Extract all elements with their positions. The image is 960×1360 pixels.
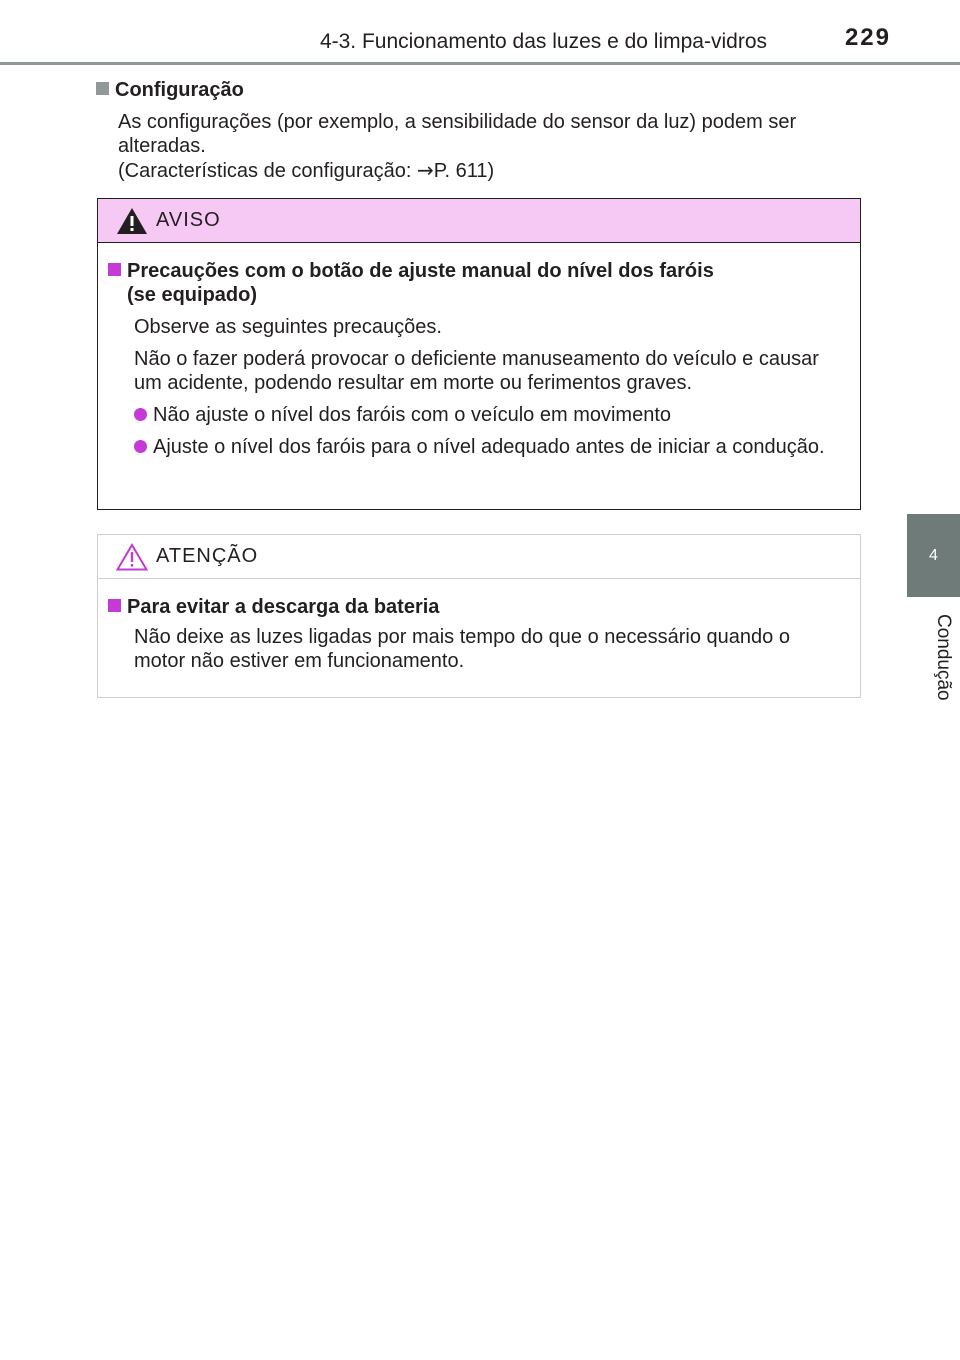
aviso-para2: Não o fazer poderá provocar o deficiente manuseamento do veículo e causar um acidente, podendo resultar em morte ou ferimentos graves. <box>134 348 819 394</box>
header-rule <box>0 62 960 65</box>
header-title: 4-3. Funcionamento das luzes e do limpa-vidros <box>319 30 767 53</box>
caution-triangle-icon <box>116 543 148 571</box>
square-bullet-icon <box>96 82 109 95</box>
configuracao-heading <box>96 78 876 102</box>
chapter-label: Condução <box>933 613 954 701</box>
configuracao-title: Configuração <box>115 79 244 101</box>
arrow-right-icon: → <box>417 158 434 182</box>
aviso-title <box>108 259 844 307</box>
aviso-bullet-text: Não ajuste o nível dos faróis com o veículo em movimento <box>153 404 672 426</box>
atencao-header <box>98 535 860 579</box>
square-bullet-icon <box>108 599 121 612</box>
aviso-bullet-text: Ajuste o nível dos faróis para o nível adequado antes de iniciar a condução. <box>153 436 825 458</box>
page-number: 229 <box>844 24 891 51</box>
atencao-label: ATENÇÃO <box>156 545 259 567</box>
square-bullet-icon <box>108 263 121 276</box>
xref-prefix: (Características de configuração: <box>118 160 418 182</box>
configuracao-xref <box>118 158 876 183</box>
aviso-title-line1: Precauções com o botão de ajuste manual do nível dos faróis <box>127 260 714 282</box>
aviso-label: AVISO <box>156 209 221 231</box>
aviso-box <box>97 198 861 510</box>
aviso-para1: Observe as seguintes precauções. <box>134 316 442 338</box>
atencao-title <box>108 595 844 619</box>
aviso-title-line2: (se equipado) <box>127 284 258 306</box>
configuracao-text: As configurações (por exemplo, a sensibilidade do sensor da luz) podem ser alteradas. <box>118 111 797 157</box>
aviso-header <box>98 199 860 243</box>
list-item <box>108 403 844 427</box>
list-item <box>108 435 844 459</box>
atencao-text: Não deixe as luzes ligadas por mais tempo do que o necessário quando o motor não estiver em funcionamento. <box>134 626 790 672</box>
chapter-tab <box>907 514 960 597</box>
atencao-content <box>98 579 860 673</box>
atencao-box <box>97 534 861 698</box>
atencao-title-text: Para evitar a descarga da bateria <box>127 596 440 618</box>
warning-triangle-icon <box>116 207 148 235</box>
aviso-content <box>98 243 860 459</box>
xref-target[interactable]: P. 611) <box>433 160 495 182</box>
configuracao-section <box>96 78 876 183</box>
circle-bullet-icon <box>134 408 147 421</box>
chapter-number: 4 <box>929 546 938 564</box>
circle-bullet-icon <box>134 440 147 453</box>
configuracao-body <box>96 110 876 183</box>
